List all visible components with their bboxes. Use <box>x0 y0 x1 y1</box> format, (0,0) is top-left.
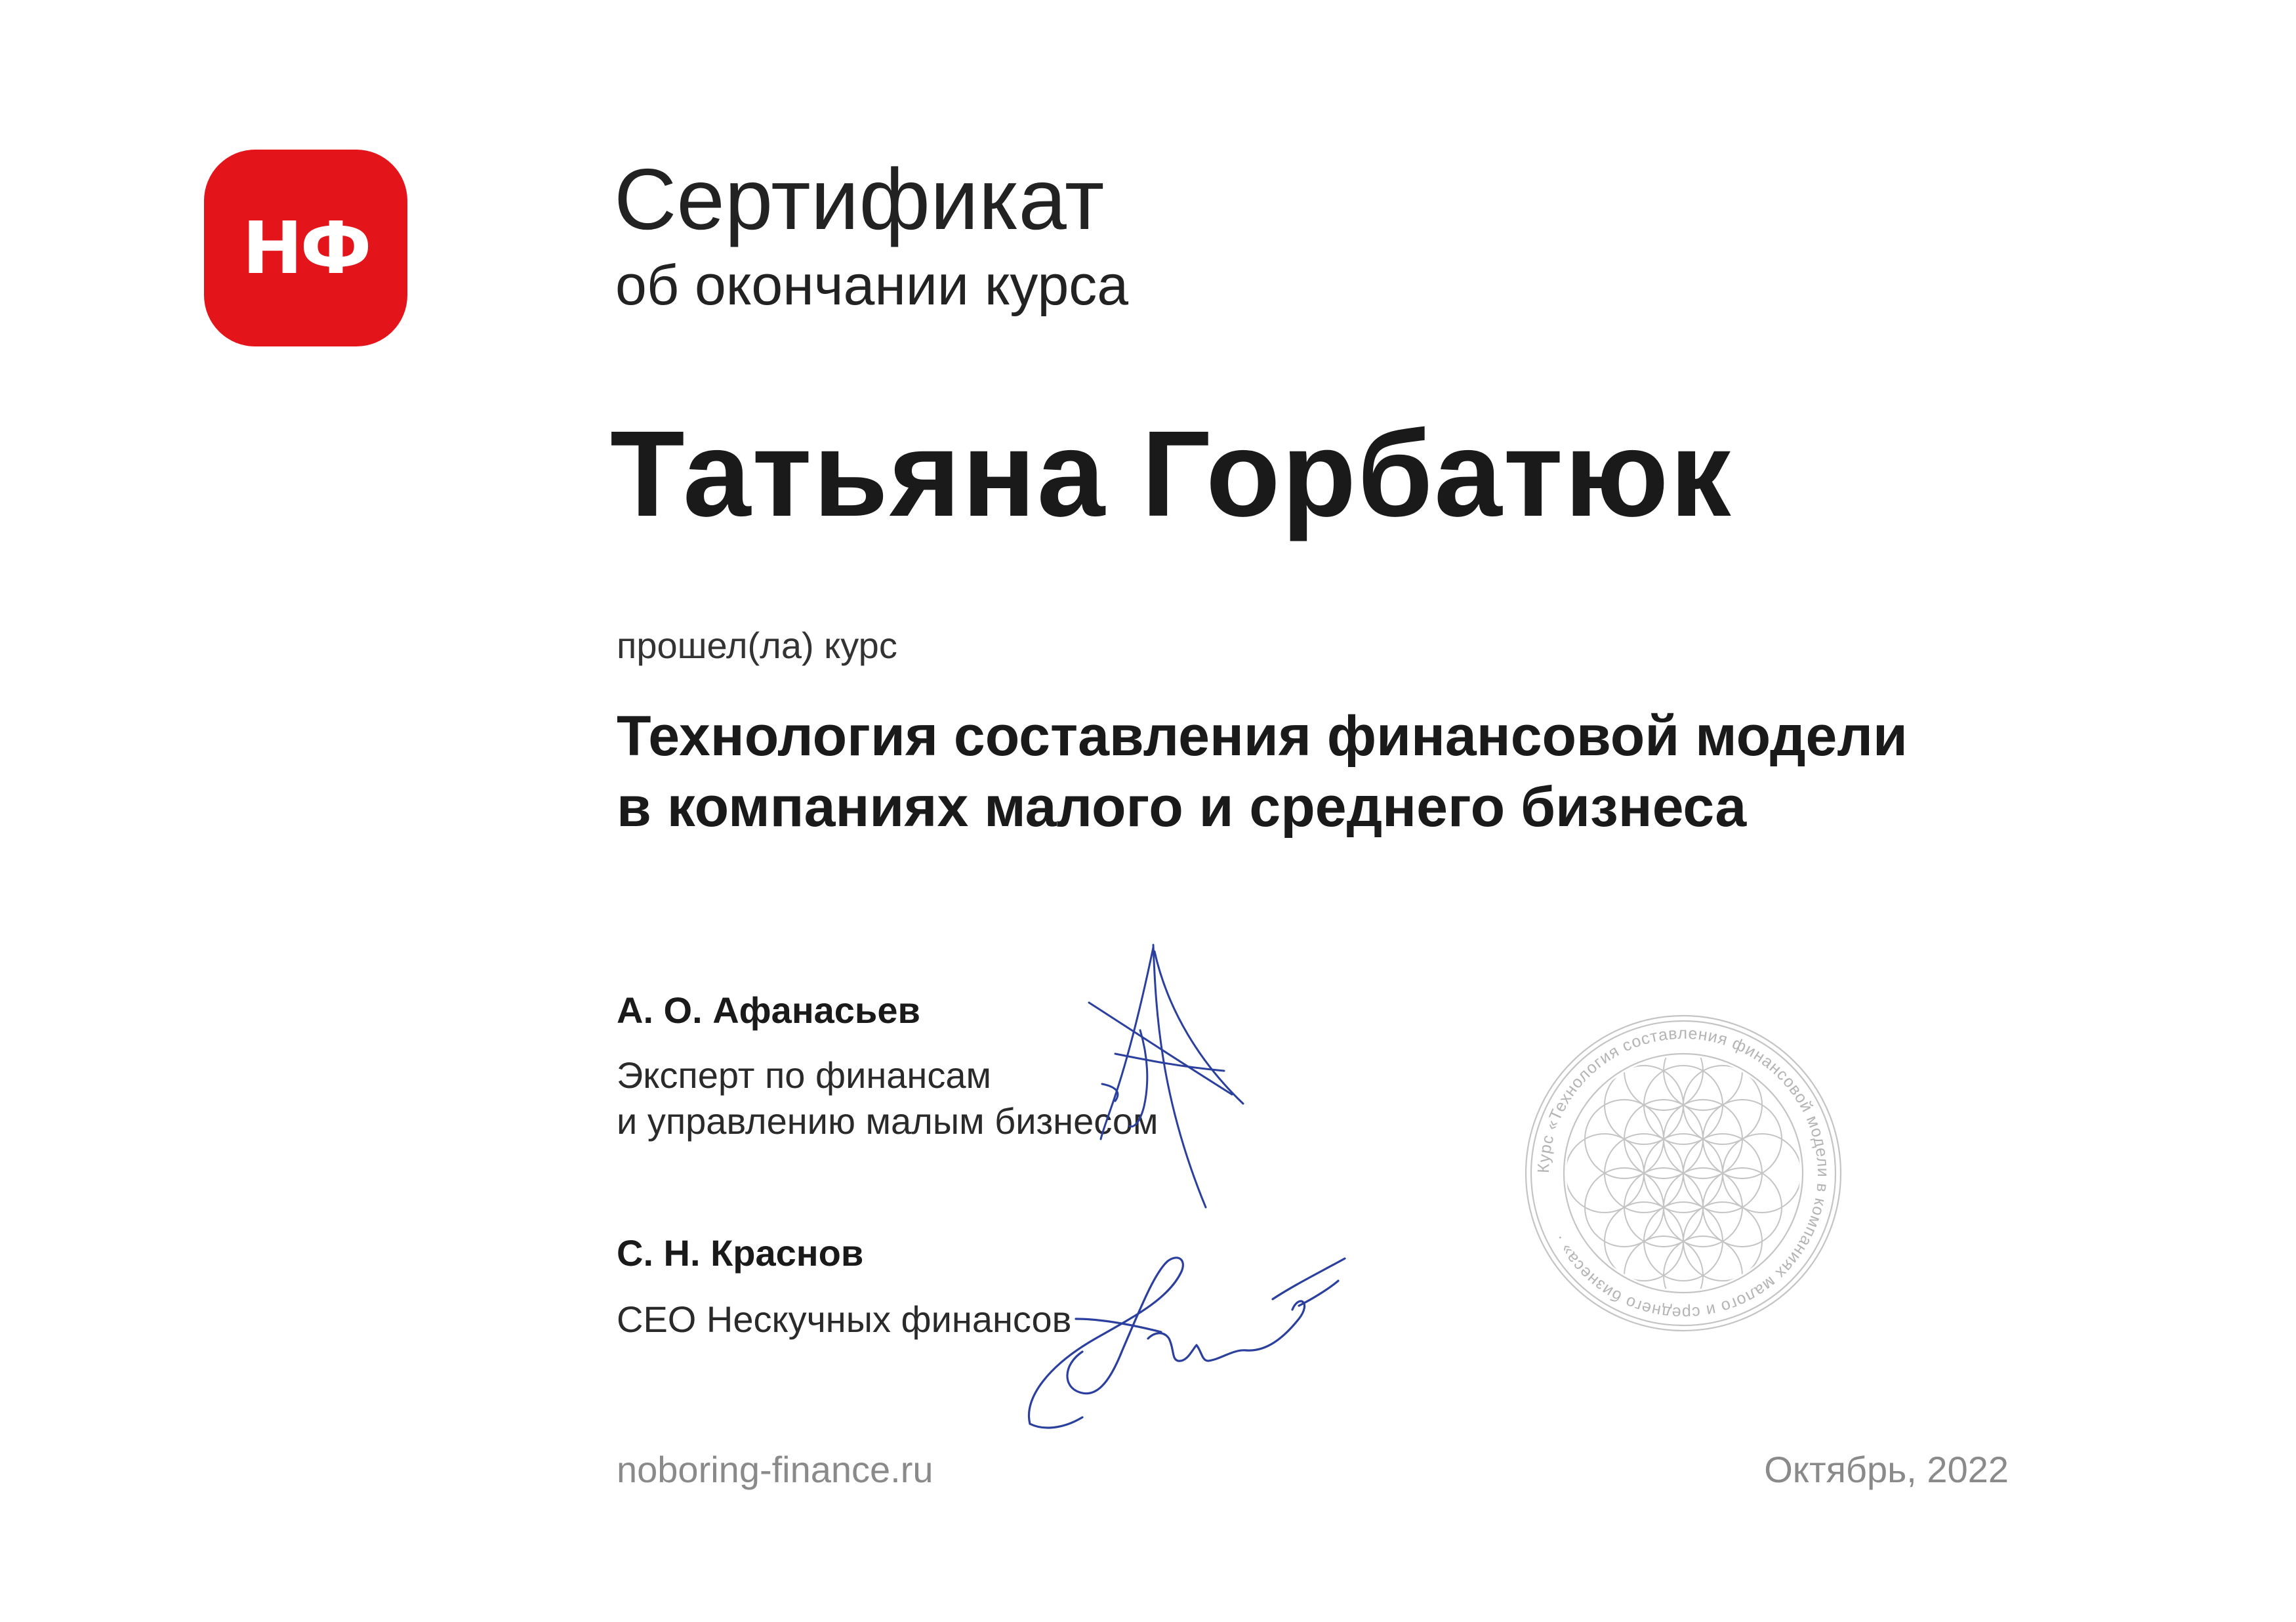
signatory-role-line: Эксперт по финансам <box>617 1054 991 1096</box>
certificate-subtitle: об окончании курса <box>615 254 1129 317</box>
signatory-role-line: CEO Нескучных финансов <box>617 1299 1072 1340</box>
course-title-line: Технология составления финансовой модели <box>617 705 1908 768</box>
course-title-line: в компаниях малого и среднего бизнеса <box>617 776 1747 839</box>
company-logo <box>204 150 407 346</box>
logo-text: НФ <box>242 206 369 290</box>
course-title <box>617 701 2125 842</box>
completed-label: прошел(ла) курс <box>617 625 897 666</box>
svg-text:Курс «Технология составления ф: Курс «Технология составления финансовой модели в компаниях малого и среднего бизнеса» · <box>1534 1024 1833 1323</box>
certificate-title: Сертификат <box>614 151 1105 247</box>
signatory-role <box>617 1297 1071 1342</box>
signatory-name: С. Н. Краснов <box>617 1232 864 1274</box>
website-link: noboring-finance.ru <box>617 1449 933 1490</box>
signature-afanasyev <box>1076 932 1273 1214</box>
signature-krasnov <box>1023 1220 1351 1437</box>
course-seal <box>1519 1009 1847 1337</box>
recipient-name: Татьяна Горбатюк <box>610 406 1732 542</box>
issue-date: Октябрь, 2022 <box>1764 1449 2009 1490</box>
signatory-name: А. О. Афанасьев <box>617 989 920 1031</box>
signatory-role-line: и управлению малым бизнесом <box>617 1100 1158 1142</box>
